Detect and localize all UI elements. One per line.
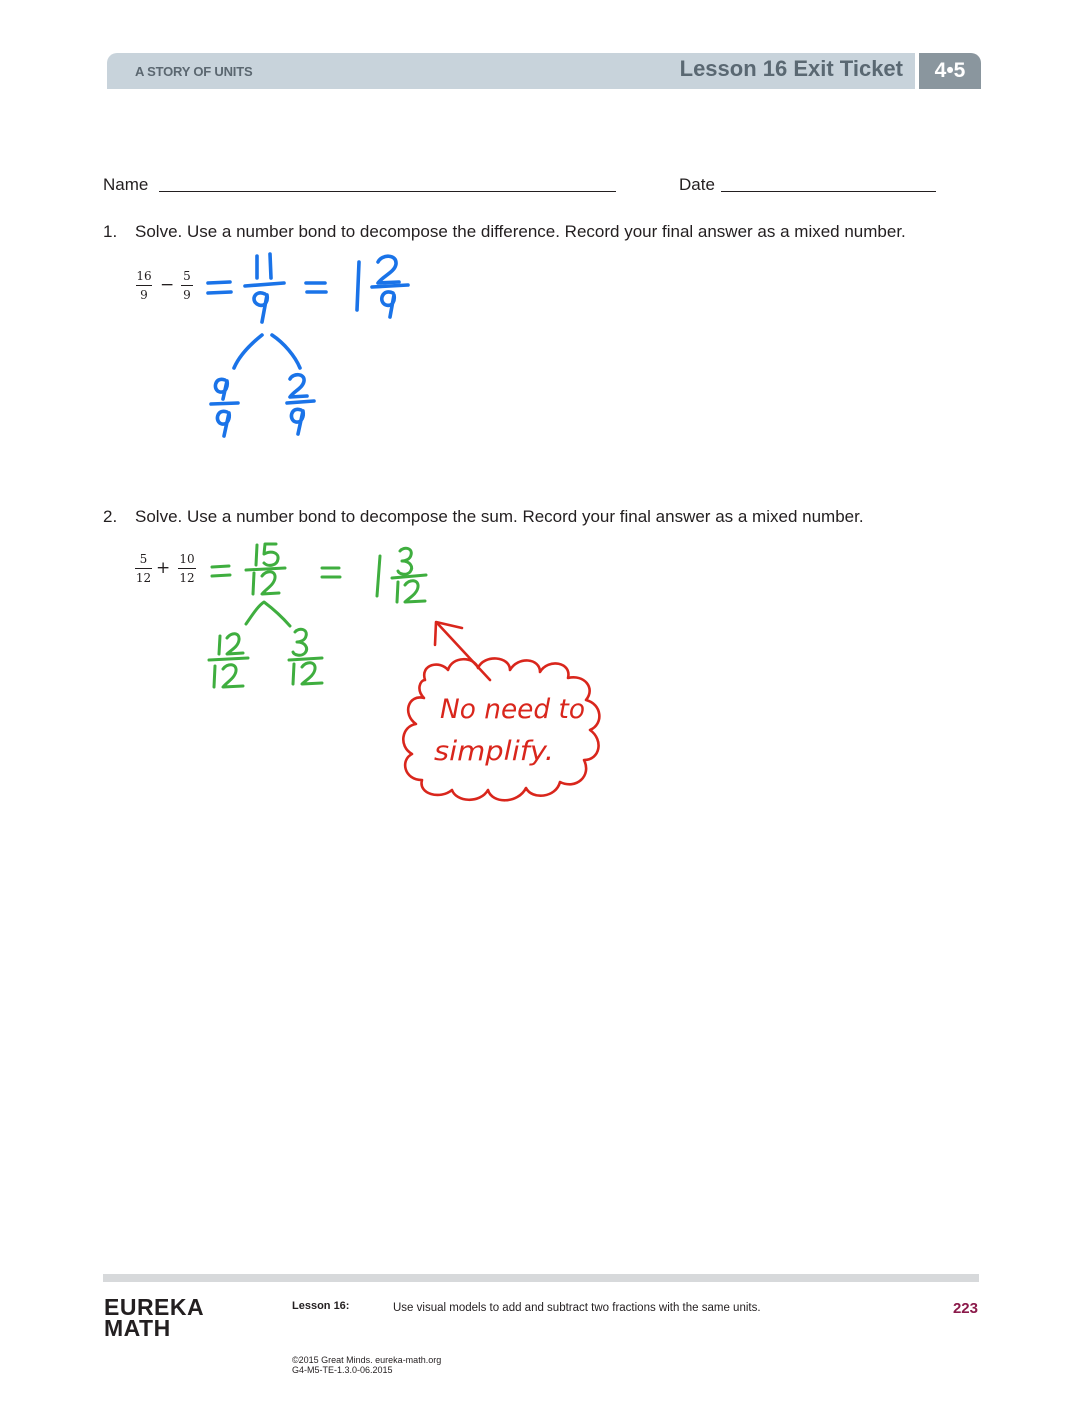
problem-1-fraction-a: 16 9 xyxy=(136,269,152,302)
series-title: A STORY OF UNITS xyxy=(135,64,253,79)
problem-2-text: Solve. Use a number bond to decompose the sum. Record your final answer as a mixed number. xyxy=(135,507,864,526)
problem-1-text: Solve. Use a number bond to decompose the difference. Record your final answer as a mixed number. xyxy=(135,222,906,241)
date-label: Date xyxy=(679,175,715,194)
p2-digit-3 xyxy=(398,548,412,574)
p1-bond-left xyxy=(234,335,262,368)
p2-bond xyxy=(246,602,290,626)
note-line-1: No need to xyxy=(440,694,585,725)
p2-fraction-bar-2 xyxy=(392,575,426,578)
p1-fraction-bar-1 xyxy=(245,283,284,286)
p1-part-a-num xyxy=(215,379,227,399)
footer-divider xyxy=(103,1274,979,1282)
logo-line-2: MATH xyxy=(104,1315,171,1341)
footer-lesson-description: Use visual models to add and subtract two fractions with the same units. xyxy=(393,1302,761,1314)
p2-part-a-den xyxy=(214,665,243,687)
problem-1-fraction-b: 5 9 xyxy=(181,269,193,302)
p1-digit-9b xyxy=(382,292,394,317)
p1-digit-9 xyxy=(254,293,267,322)
p2-digit-5 xyxy=(264,544,278,565)
p1-fraction-bar-2 xyxy=(372,285,408,287)
problem-1-operator: − xyxy=(160,275,175,295)
p2-den-2 xyxy=(262,572,279,594)
p2-part-a-num xyxy=(219,634,243,654)
document-code: G4-M5-TE-1.3.0-06.2015 xyxy=(292,1365,393,1375)
p2-equals-2 xyxy=(322,568,340,577)
p1-digit-2 xyxy=(378,256,399,283)
p2-den-1 xyxy=(253,573,254,594)
problem-2-number: 2. xyxy=(103,507,118,526)
p2-part-a-bar xyxy=(209,658,248,660)
note-arrow-shaft xyxy=(438,624,490,680)
p1-equals-2 xyxy=(306,283,326,292)
p1-equals-1 xyxy=(208,282,231,293)
problem-2-operator: + xyxy=(156,558,171,578)
p2-den-1b xyxy=(397,582,398,602)
p2-part-b-bar xyxy=(289,658,322,660)
note-cloud xyxy=(403,658,599,800)
p1-part-b-bar xyxy=(287,401,314,403)
problem-1-handwritten-work xyxy=(208,254,408,436)
note-line-2: simplify. xyxy=(434,736,554,767)
p1-part-b-den xyxy=(291,409,303,434)
eureka-math-logo xyxy=(104,1294,205,1341)
name-label: Name xyxy=(103,175,149,194)
problem-2-fraction-b: 10 12 xyxy=(179,552,195,585)
copyright-text: ©2015 Great Minds. eureka-math.org xyxy=(292,1355,442,1365)
p2-part-b-num xyxy=(293,629,307,655)
problem-2-handwritten-work xyxy=(209,544,426,687)
p2-digit-1 xyxy=(256,545,257,565)
lesson-title: Lesson 16 Exit Ticket xyxy=(679,56,903,81)
p1-part-b-num xyxy=(290,375,307,397)
copyright-block xyxy=(292,1355,441,1375)
grade-module-badge: 4•5 xyxy=(919,53,981,89)
p1-part-a-den xyxy=(217,411,229,436)
p2-whole-1 xyxy=(377,556,380,596)
problem-1-number: 1. xyxy=(103,222,118,241)
page-number: 223 xyxy=(952,1300,978,1317)
p1-digit-11 xyxy=(257,254,271,278)
p2-den-2b xyxy=(405,581,425,602)
logo-line-1: EUREKA xyxy=(104,1294,205,1320)
footer-lesson-label: Lesson 16: xyxy=(292,1300,350,1312)
p2-equals-1 xyxy=(212,566,230,576)
problem-2-fraction-a: 5 12 xyxy=(135,552,152,585)
p2-part-b-den xyxy=(293,663,322,684)
p1-part-a-bar xyxy=(211,403,238,404)
p1-whole-1 xyxy=(357,262,359,310)
p1-bond-right xyxy=(272,335,300,368)
p2-fraction-bar-1 xyxy=(246,568,285,570)
